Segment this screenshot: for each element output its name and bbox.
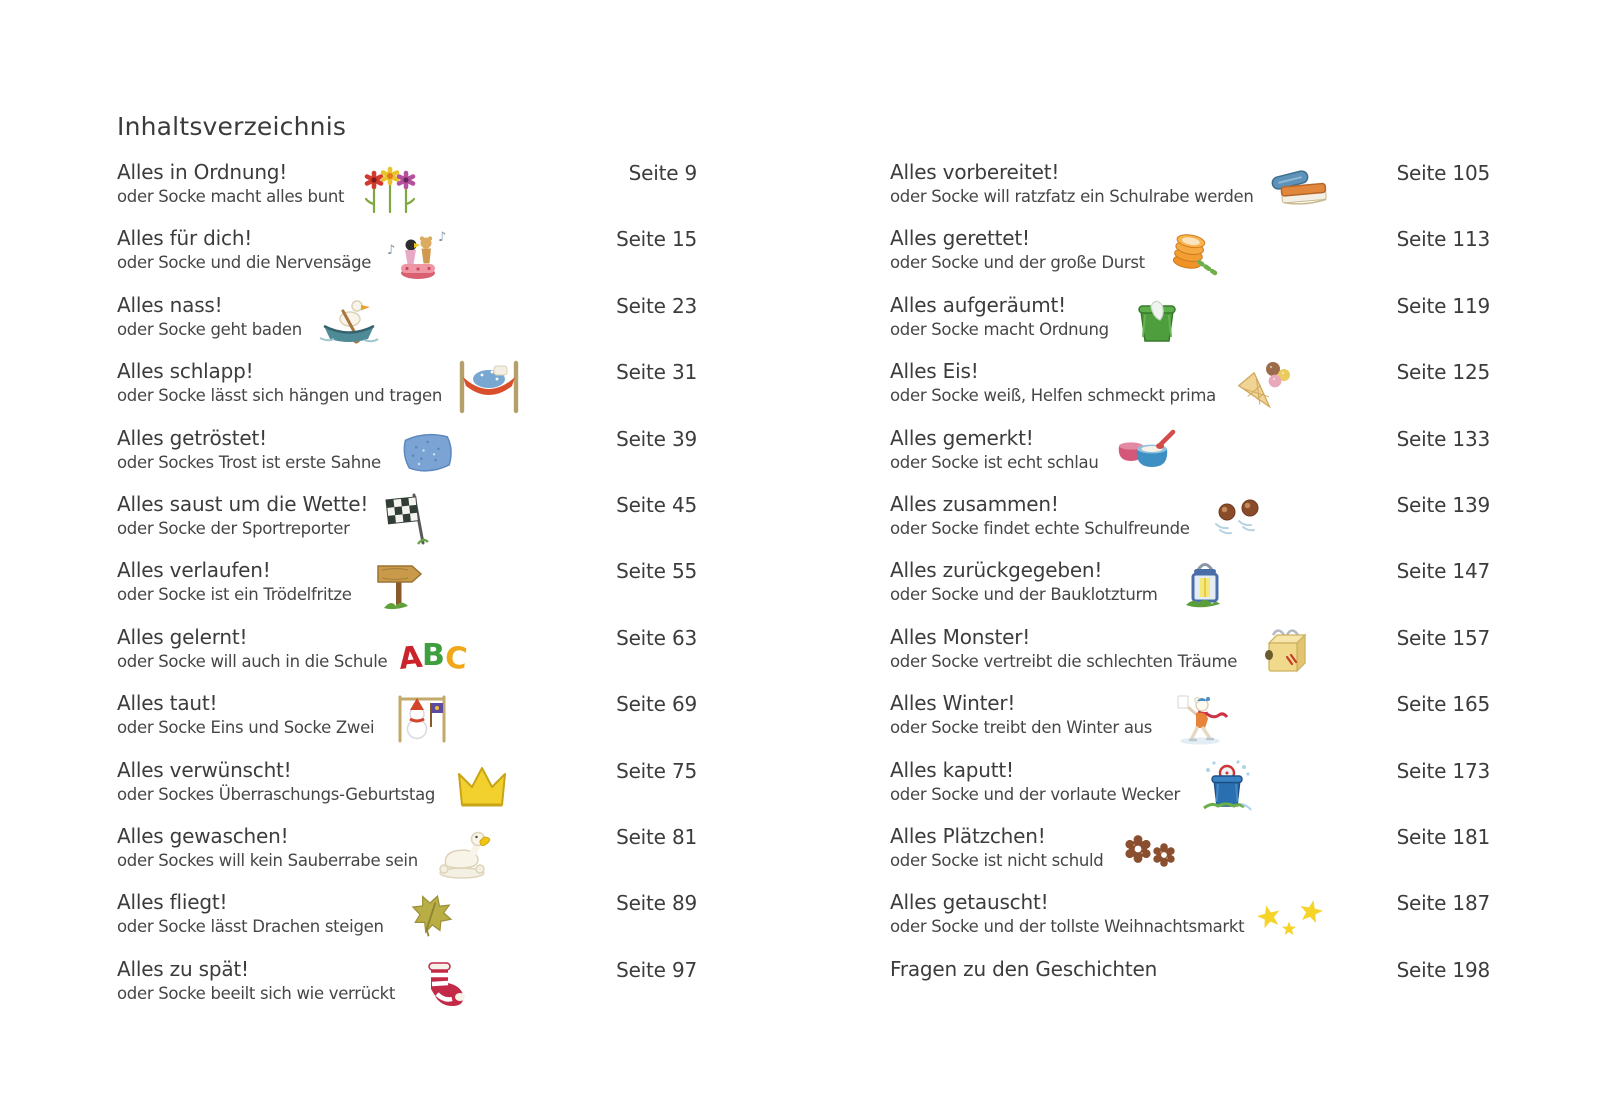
entry-page-number: Seite 147: [1396, 559, 1490, 584]
rowboat-icon: [312, 293, 386, 349]
entry-subtitle: oder Socke ist nicht schuld: [890, 850, 1104, 870]
entry-subtitle: oder Socke und der Bauklotzturm: [890, 585, 1158, 605]
toc-entry: [890, 226, 1490, 282]
entry-subtitle: oder Sockes Trost ist erste Sahne: [117, 452, 381, 472]
entry-subtitle: oder Sockes will kein Sauberrabe sein: [117, 850, 418, 870]
entry-page-number: Seite 105: [1396, 161, 1490, 185]
entry-title: Alles Monster!: [890, 624, 1031, 649]
entry-page-number: Seite 39: [616, 426, 697, 451]
entry-title: Alles verwünscht!: [117, 757, 292, 782]
entry-page-number: Seite 9: [628, 161, 697, 185]
monster-box-icon: [1247, 625, 1321, 681]
toc-entry: [890, 824, 1490, 880]
entry-title: Alles zusammen!: [890, 491, 1059, 516]
entry-text: [117, 957, 395, 1005]
entry-page-number: Seite 23: [616, 293, 697, 318]
entry-subtitle: oder Socke Eins und Socke Zwei: [117, 718, 375, 738]
entry-subtitle: oder Socke will ratzfatz ein Schulrabe werden: [890, 187, 1254, 206]
snowman-icon: [384, 691, 458, 747]
entry-text: [890, 160, 1254, 208]
drink-icon: [1155, 226, 1229, 282]
toc-entry: [117, 492, 697, 548]
entry-page-number: Seite 173: [1396, 758, 1490, 783]
entry-title: Alles Plätzchen!: [890, 823, 1046, 848]
entry-subtitle: oder Socke vertreibt die schlechten Träume: [890, 651, 1238, 671]
entry-page-number: Seite 113: [1396, 227, 1490, 252]
toc-entry: [117, 359, 697, 415]
pillow-icon: [391, 426, 465, 482]
flowers-icon: [354, 160, 428, 216]
svg-text:B: B: [422, 637, 446, 673]
toc-entry: [117, 625, 697, 681]
entry-text: [117, 160, 344, 208]
entry-title: Alles in Ordnung!: [117, 160, 288, 184]
entry-text: [117, 359, 442, 407]
entry-title: Alles gewaschen!: [117, 823, 289, 848]
entry-page-number: Seite 69: [616, 692, 697, 717]
entry-subtitle: oder Socke beeilt sich wie verrückt: [117, 983, 396, 1003]
toc-entry: [890, 890, 1490, 946]
checkered-flag-icon: [378, 492, 452, 548]
toc-entry: [117, 226, 697, 282]
entry-subtitle: oder Socke lässt sich hängen und tragen: [117, 386, 443, 406]
entry-text: [117, 625, 387, 673]
entry-title: Fragen zu den Geschichten: [890, 956, 1158, 981]
entry-page-number: Seite 15: [616, 227, 697, 252]
entry-subtitle: oder Socke und die Nervensäge: [117, 253, 372, 273]
entry-title: Alles aufgeräumt!: [890, 292, 1066, 317]
entry-text: [890, 691, 1152, 739]
entry-title: Alles fliegt!: [117, 890, 228, 915]
signpost-icon: [362, 558, 436, 614]
page-title: Inhaltsverzeichnis: [117, 112, 347, 141]
entry-text: [117, 492, 368, 540]
entry-text: [890, 426, 1099, 474]
entry-title: Alles taut!: [117, 691, 218, 716]
entry-page-number: Seite 75: [616, 758, 697, 783]
toc-entry: [890, 758, 1490, 814]
entry-page-number: Seite 187: [1396, 891, 1490, 916]
toc-entry: [117, 558, 697, 614]
entry-page-number: Seite 81: [616, 824, 697, 849]
entry-text: [117, 426, 381, 474]
entry-text: [117, 691, 374, 739]
toc-entry: [117, 426, 697, 482]
entry-title: Alles Eis!: [890, 359, 979, 384]
entry-text: [117, 293, 302, 341]
entry-text: [890, 957, 1157, 982]
entry-text: [890, 492, 1190, 540]
entry-title: Alles für dich!: [117, 226, 253, 251]
blue-bucket-icon: [1190, 758, 1264, 814]
entry-title: Alles getauscht!: [890, 890, 1049, 915]
entry-text: [117, 824, 418, 872]
entry-text: [890, 293, 1109, 341]
entry-subtitle: oder Socke und der vorlaute Wecker: [890, 784, 1180, 804]
entry-page-number: Seite 181: [1396, 824, 1490, 849]
toc-entry: [890, 691, 1490, 747]
entry-subtitle: oder Socke treibt den Winter aus: [890, 718, 1153, 738]
entry-title: Alles gelernt!: [117, 624, 248, 649]
toc-entry: [890, 293, 1490, 349]
sock-icon: [405, 957, 479, 1013]
toc-entry: [117, 293, 697, 349]
chestnuts-icon: [1200, 492, 1274, 548]
toc-entry: [890, 957, 1490, 1013]
cookies-icon: [1113, 824, 1187, 880]
lantern-icon: [1168, 558, 1242, 614]
stars-icon: [1254, 890, 1328, 946]
svg-text:A: A: [397, 639, 425, 677]
entry-subtitle: oder Socke findet echte Schulfreunde: [890, 518, 1190, 538]
entry-title: Alles zurückgegeben!: [890, 558, 1103, 583]
entry-text: [890, 359, 1216, 407]
toc-entry: [890, 426, 1490, 482]
toc-entry: [890, 492, 1490, 548]
entry-subtitle: oder Socke und der tollste Weihnachtsmarkt: [890, 917, 1245, 937]
entry-page-number: Seite 133: [1396, 426, 1490, 451]
entry-text: [117, 558, 352, 606]
entry-subtitle: oder Socke und der große Durst: [890, 253, 1145, 273]
toc-entry: [890, 558, 1490, 614]
book-and-pencil-case-icon: [1264, 160, 1338, 216]
entry-subtitle: oder Socke macht Ordnung: [890, 319, 1109, 339]
entry-title: Alles getröstet!: [117, 425, 267, 450]
music-box-icon: [381, 226, 455, 282]
entry-page-number: Seite 97: [616, 957, 697, 982]
winter-skater-icon: [1162, 691, 1236, 747]
entry-page-number: Seite 119: [1396, 293, 1490, 318]
entry-subtitle: oder Socke der Sportreporter: [117, 518, 350, 538]
toc-entry: [890, 160, 1490, 216]
entry-subtitle: oder Socke lässt Drachen steigen: [117, 917, 384, 937]
leaf-icon: [394, 890, 468, 946]
entry-subtitle: oder Socke weiß, Helfen schmeckt prima: [890, 386, 1216, 406]
entry-page-number: Seite 45: [616, 492, 697, 517]
crown-icon: [445, 758, 519, 814]
toc-entry: [117, 691, 697, 747]
entry-title: Alles zu spät!: [117, 956, 249, 981]
abc-letters-icon: [397, 625, 471, 681]
entry-page-number: Seite 89: [616, 891, 697, 916]
entry-page-number: Seite 165: [1396, 692, 1490, 717]
bowls-icon: [1109, 426, 1183, 482]
toc-entry: [890, 359, 1490, 415]
entry-title: Alles verlaufen!: [117, 558, 271, 583]
toc-entry: [890, 625, 1490, 681]
entry-title: Alles schlapp!: [117, 359, 254, 384]
entry-text: [117, 226, 371, 274]
entry-title: Alles Winter!: [890, 691, 1016, 716]
toc-column-left: [117, 160, 697, 1023]
entry-subtitle: oder Socke ist ein Trödelfritze: [117, 585, 352, 605]
entry-text: [890, 558, 1158, 606]
entry-subtitle: oder Socke macht alles bunt: [117, 187, 345, 206]
entry-subtitle: oder Socke geht baden: [117, 319, 302, 339]
entry-title: Alles kaputt!: [890, 757, 1014, 782]
entry-subtitle: oder Sockes Überraschungs-Geburtstag: [117, 784, 436, 804]
entry-subtitle: oder Socke ist echt schlau: [890, 452, 1099, 472]
entry-title: Alles vorbereitet!: [890, 160, 1060, 184]
hammock-icon: [452, 359, 526, 415]
entry-subtitle: oder Socke will auch in die Schule: [117, 651, 388, 671]
svg-text:♪: ♪: [438, 230, 447, 246]
entry-page-number: Seite 139: [1396, 492, 1490, 517]
entry-page-number: Seite 198: [1396, 957, 1490, 982]
toc-entry: [117, 758, 697, 814]
entry-text: [890, 890, 1244, 938]
entry-text: [117, 890, 384, 938]
entry-title: Alles saust um die Wette!: [117, 491, 369, 516]
entry-page-number: Seite 55: [616, 559, 697, 584]
goose-icon: [428, 824, 502, 880]
toc-entry: [117, 160, 697, 216]
toc-entry: [117, 890, 697, 946]
entry-text: [117, 758, 435, 806]
toc-entry: [117, 824, 697, 880]
entry-text: [890, 824, 1103, 872]
entry-text: [890, 758, 1180, 806]
entry-title: Alles nass!: [117, 292, 223, 317]
toc-column-right: [890, 160, 1490, 1023]
entry-title: Alles gemerkt!: [890, 425, 1034, 450]
entry-text: [890, 226, 1145, 274]
entry-page-number: Seite 125: [1396, 360, 1490, 385]
entry-page-number: Seite 31: [616, 360, 697, 385]
entry-text: [890, 625, 1237, 673]
entry-page-number: Seite 63: [616, 625, 697, 650]
toc-entry: [117, 957, 697, 1013]
entry-title: Alles gerettet!: [890, 226, 1030, 251]
svg-text:♪: ♪: [387, 243, 396, 259]
green-bucket-icon: [1119, 293, 1193, 349]
ice-cream-icon: [1226, 359, 1300, 415]
entry-page-number: Seite 157: [1396, 625, 1490, 650]
svg-text:C: C: [443, 639, 470, 677]
